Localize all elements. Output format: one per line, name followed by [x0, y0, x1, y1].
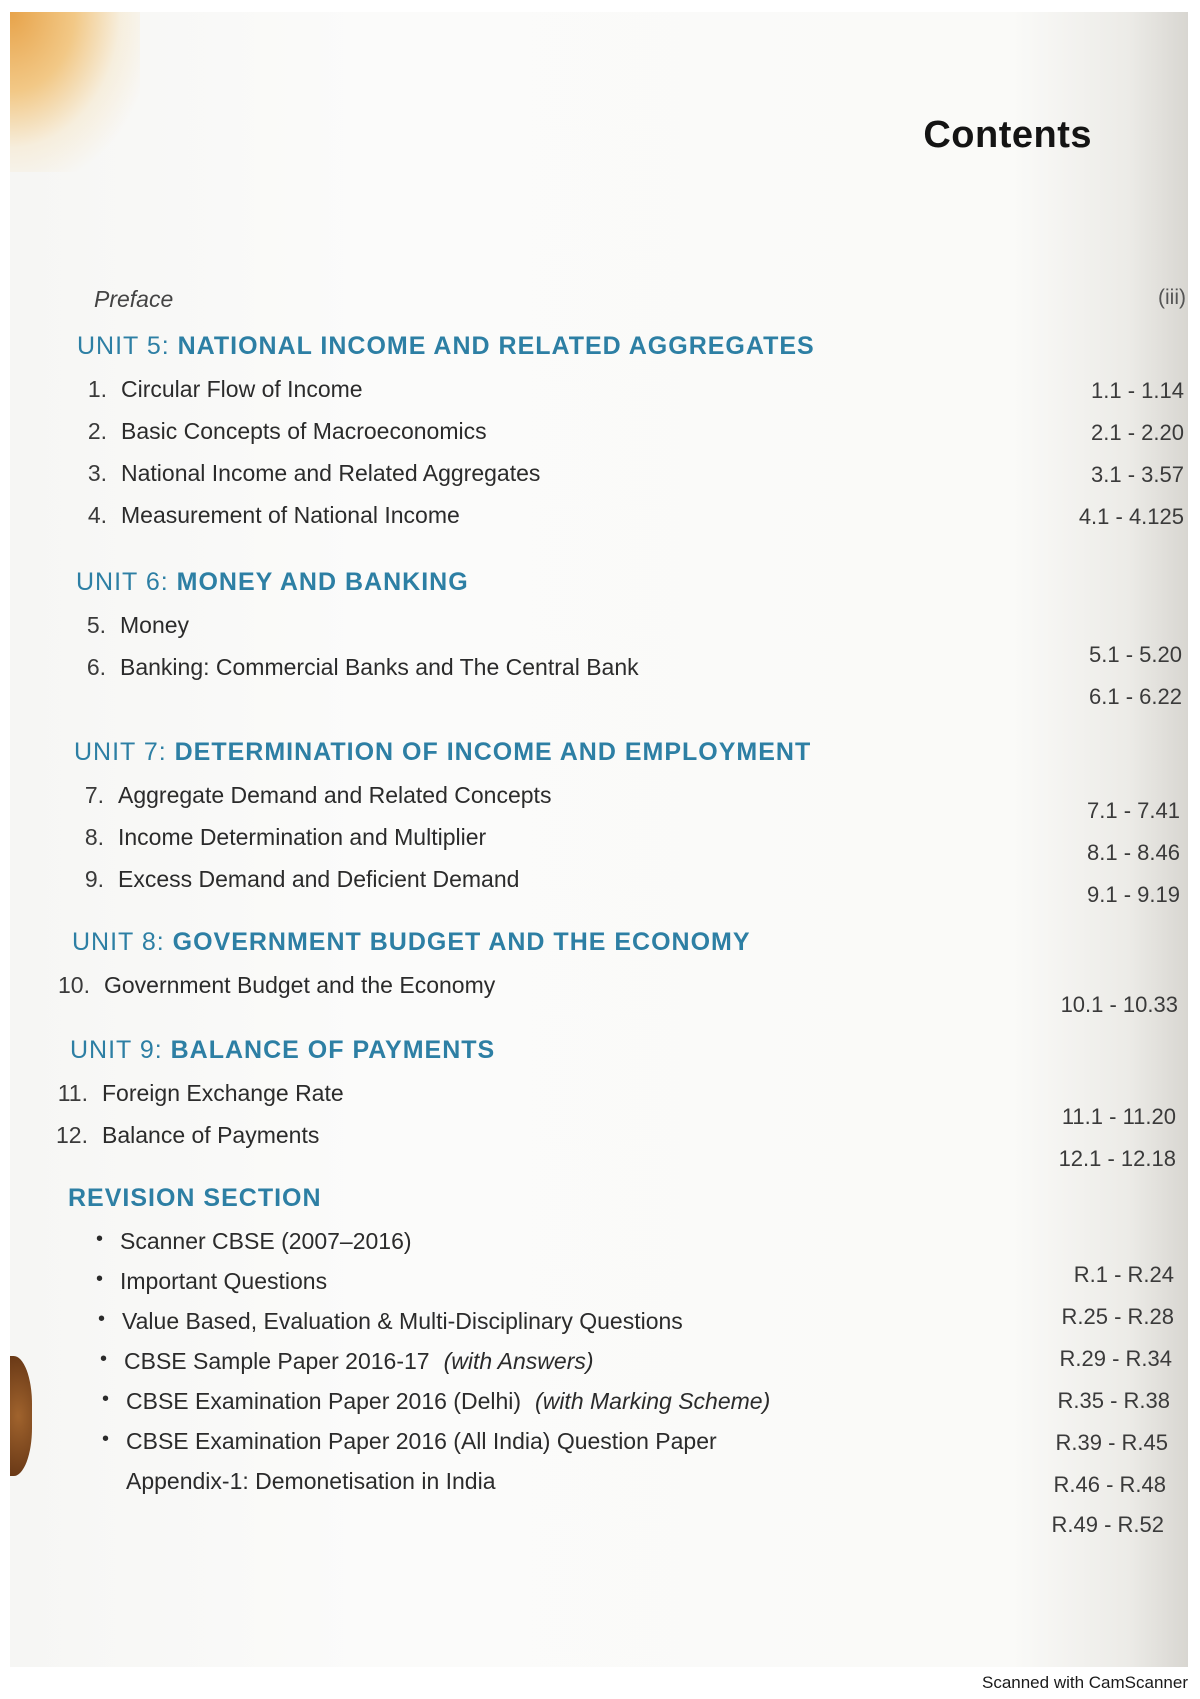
unit-5-heading	[77, 332, 815, 361]
chapter-number: 11.	[57, 1080, 88, 1106]
revision-item-text: Scanner CBSE (2007–2016)	[120, 1228, 412, 1254]
chapter-number: 9.	[84, 866, 104, 892]
unit-label: UNIT 8:	[72, 928, 165, 956]
revision-pages: R.25 - R.28	[1061, 1304, 1174, 1329]
chapter-number: 6.	[86, 654, 106, 680]
chapter-number: 2.	[87, 418, 107, 444]
revision-item	[96, 1228, 412, 1255]
revision-item	[96, 1268, 327, 1295]
chapter-title: Aggregate Demand and Related Concepts	[118, 782, 552, 808]
chapter-title: National Income and Related Aggregates	[121, 460, 541, 486]
revision-pages: R.35 - R.38	[1057, 1388, 1170, 1413]
contents-list	[10, 12, 1188, 1667]
chapter-title: Government Budget and the Economy	[104, 972, 496, 998]
chapter-pages: 5.1 - 5.20	[1089, 642, 1182, 667]
chapter-pages: 4.1 - 4.125	[1078, 504, 1184, 529]
chapter-title: Money	[120, 612, 190, 638]
chapter-number: 7.	[84, 782, 104, 808]
unit-label: UNIT 7:	[74, 738, 167, 766]
chapter-number: 4.	[87, 502, 107, 528]
unit-6-heading	[76, 568, 469, 597]
chapter-title: Banking: Commercial Banks and The Central Bank	[120, 654, 639, 680]
bullet-icon: •	[102, 1428, 110, 1450]
chapter-pages: 11.1 - 11.20	[1061, 1104, 1176, 1129]
chapter-row	[72, 824, 486, 851]
revision-item-text: Important Questions	[120, 1268, 328, 1294]
chapter-pages: 8.1 - 8.46	[1087, 840, 1180, 865]
revision-item-note: (with Answers)	[443, 1348, 594, 1374]
chapter-number: 10.	[58, 972, 90, 998]
unit-title: GOVERNMENT BUDGET AND THE ECONOMY	[172, 928, 751, 956]
chapter-number: 5.	[86, 612, 106, 638]
chapter-pages: 6.1 - 6.22	[1089, 684, 1182, 709]
bullet-icon: •	[102, 1388, 110, 1410]
chapter-pages: 3.1 - 3.57	[1091, 462, 1184, 487]
preface-label: Preface	[94, 286, 174, 312]
revision-heading: REVISION SECTION	[68, 1184, 322, 1212]
chapter-title: Foreign Exchange Rate	[102, 1080, 344, 1106]
bullet-icon: •	[98, 1308, 106, 1330]
revision-item	[102, 1388, 770, 1415]
unit-9-heading	[70, 1036, 495, 1065]
chapter-number: 1.	[87, 376, 107, 402]
chapter-pages: 9.1 - 9.19	[1087, 882, 1180, 907]
revision-item-text: CBSE Examination Paper 2016 (Delhi)	[126, 1388, 522, 1414]
unit-title: NATIONAL INCOME AND RELATED AGGREGATES	[177, 332, 815, 360]
chapter-row	[56, 1122, 319, 1149]
chapter-pages: 1.1 - 1.14	[1091, 378, 1184, 403]
chapter-title: Measurement of National Income	[121, 502, 460, 528]
chapter-row	[74, 654, 639, 681]
chapter-pages: 2.1 - 2.20	[1091, 420, 1184, 445]
bullet-icon: •	[96, 1268, 104, 1290]
chapter-title: Circular Flow of Income	[121, 376, 363, 402]
unit-title: MONEY AND BANKING	[176, 568, 469, 596]
revision-item-text: Value Based, Evaluation & Multi-Disciplinary Questions	[122, 1308, 683, 1334]
chapter-row	[75, 502, 460, 529]
camscanner-footer: Scanned with CamScanner	[981, 1673, 1188, 1692]
revision-item	[100, 1348, 594, 1375]
revision-item	[102, 1428, 717, 1455]
revision-item-text: CBSE Sample Paper 2016-17	[124, 1348, 430, 1374]
unit-label: UNIT 9:	[70, 1036, 163, 1064]
chapter-row	[75, 418, 487, 445]
revision-pages: R.39 - R.45	[1055, 1430, 1168, 1455]
unit-title: DETERMINATION OF INCOME AND EMPLOYMENT	[174, 738, 812, 766]
revision-item-note: (with Marking Scheme)	[535, 1388, 771, 1414]
chapter-title: Basic Concepts of Macroeconomics	[121, 418, 487, 444]
revision-pages: R.29 - R.34	[1059, 1346, 1172, 1371]
chapter-row	[74, 612, 189, 639]
revision-pages: R.46 - R.48	[1053, 1472, 1166, 1497]
revision-item	[98, 1308, 683, 1335]
unit-label: UNIT 6:	[76, 568, 169, 596]
revision-pages: R.1 - R.24	[1073, 1262, 1174, 1287]
chapter-number: 3.	[87, 460, 107, 486]
chapter-row	[75, 376, 363, 403]
unit-label: UNIT 5:	[77, 332, 170, 360]
chapter-row	[72, 782, 551, 809]
preface-page: (iii)	[1158, 286, 1186, 309]
chapter-title: Income Determination and Multiplier	[118, 824, 487, 850]
chapter-title: Excess Demand and Deficient Demand	[118, 866, 520, 892]
chapter-number: 8.	[84, 824, 104, 850]
bullet-icon: •	[100, 1348, 108, 1370]
appendix-row	[126, 1468, 496, 1495]
chapter-row	[75, 460, 540, 487]
chapter-pages: 7.1 - 7.41	[1087, 798, 1180, 823]
chapter-row	[56, 1080, 344, 1107]
chapter-row	[72, 866, 519, 893]
chapter-number: 12.	[56, 1122, 88, 1148]
chapter-row	[58, 972, 495, 999]
chapter-title: Balance of Payments	[102, 1122, 320, 1148]
unit-title: BALANCE OF PAYMENTS	[170, 1036, 496, 1064]
bullet-icon: •	[96, 1228, 104, 1250]
chapter-pages: 12.1 - 12.18	[1058, 1146, 1176, 1171]
appendix-pages: R.49 - R.52	[1051, 1512, 1164, 1537]
unit-8-heading	[72, 928, 751, 957]
unit-7-heading	[74, 738, 811, 767]
chapter-pages: 10.1 - 10.33	[1060, 992, 1178, 1017]
scanned-page	[10, 12, 1188, 1667]
revision-item-text: CBSE Examination Paper 2016 (All India) Question Paper	[126, 1428, 717, 1454]
appendix-text: Appendix-1: Demonetisation in India	[126, 1468, 496, 1494]
contents-title: Contents	[923, 114, 1092, 156]
